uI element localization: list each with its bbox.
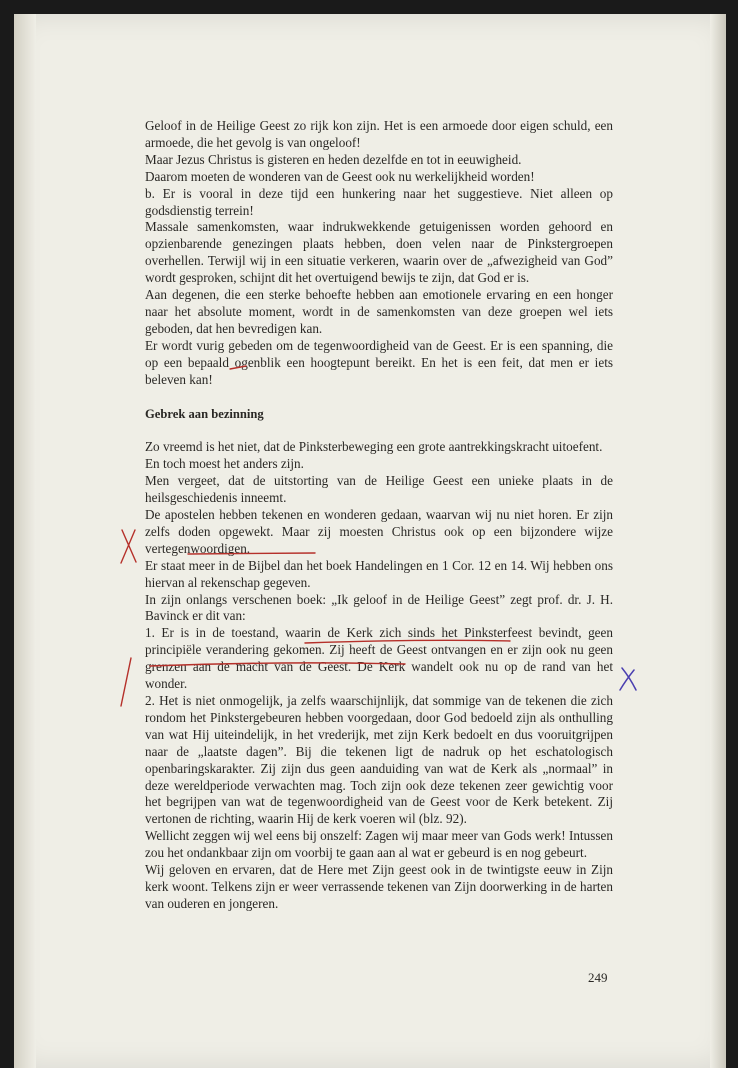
paragraph: In zijn onlangs verschenen boek: „Ik geloof in de Heilige Geest” zegt prof. dr. J. H. Bavinck er dit van: [145, 591, 613, 624]
paragraph: Wellicht zeggen wij wel eens bij onszelf: Zagen wij maar meer van Gods werk! Intussen zou het ondankbaar zijn om voorbij te gaan aan al wat er gebeurd is en nog gebeurt. [145, 828, 613, 861]
page-edge-shadow [710, 14, 726, 1068]
section-heading: Gebrek aan bezinning [145, 406, 264, 421]
paragraph: Geloof in de Heilige Geest zo rijk kon zijn. Het is een armoede door eigen schuld, een armoede, die het gevolg is van ongeloof! [145, 118, 613, 150]
paragraph: Er staat meer in de Bijbel dan het boek Handelingen en 1 Cor. 12 en 14. Wij hebben ons hiervan al rekenschap gegeven. [145, 557, 613, 590]
paragraph: Zo vreemd is het niet, dat de Pinksterbeweging een grote aantrekkingskracht uitoefent. [145, 439, 603, 455]
paragraph: Wij geloven en ervaren, dat de Here met Zijn geest ook in de twintigste eeuw in Zijn kerk woont. Telkens zijn er weer verrassende tekenen van Zijn doorwerking in de harten van ouderen en jongeren. [145, 862, 613, 911]
paragraph: Aan degenen, die een sterke behoefte hebben aan emotionele ervaring en een honger naar het absolute moment, wordt in de samenkomsten van deze groepen wel iets geboden, dat hen bevredigen kan. [145, 287, 613, 336]
paragraph: En toch moest het anders zijn. [145, 456, 304, 472]
paragraph: De apostelen hebben tekenen en wonderen gedaan, waarvan wij nu niet horen. Er zijn zelfs doden opgewekt. Maar zij moesten Christus ook op een bijzondere wijze vertegenwoordigen. [145, 507, 613, 556]
paragraph: b. Er is vooral in deze tijd een hunkering naar het suggestieve. Niet alleen op godsdienstig terrein! [145, 185, 613, 218]
paragraph: Daarom moeten de wonderen van de Geest ook nu werkelijkheid worden! [145, 168, 535, 184]
paragraph: Maar Jezus Christus is gisteren en heden dezelfde en tot in eeuwigheid. [145, 151, 522, 167]
paragraph: Massale samenkomsten, waar indrukwekkende getuigenissen worden gehoord en opzienbarende genezingen plaats hebben, doen velen naar de Pinkstergroepen overhellen. Terwijl wij in een situatie verkeren, waarin over de „afwezigheid van God” wordt gesproken, schijnt dit het overtuigend bewijs te zijn, dat God er is. [145, 219, 613, 286]
paragraph: Men vergeet, dat de uitstorting van de Heilige Geest een unieke plaats in de heilsgeschiedenis inneemt. [145, 473, 613, 506]
body-text [145, 118, 613, 913]
page-binding-shadow [14, 14, 36, 1068]
page-number: 249 [588, 970, 608, 985]
paragraph: 2. Het is niet onmogelijk, ja zelfs waarschijnlijk, dat sommige van de tekenen die zich rondom het Pinkstergebeuren hebben voorgedaan, door God bedoeld zijn als onthulling van wat Hij uiteindelijk, in het vrederijk, met zijn Kerk bedoelt en dus vooruitgrijpen naar de „laatste dagen”. Bij die tekenen ligt de nadruk op het eschatologisch openbaringskarakter. Zij zijn dus geen aanduiding van wat de Kerk als „normaal” in deze wereldperiode verwachten mag. Toch zijn ook deze tekenen zeer gewichtig voor het begrijpen van wat de tegenwoordigheid van de Geest voor de Kerk betekent. Zij vertonen de richting, waarin Hij de kerk voeren wil (blz. 92). [145, 693, 613, 827]
paragraph: Er wordt vurig gebeden om de tegenwoordigheid van de Geest. Er is een spanning, die op een bepaald ogenblik een hoogtepunt bereikt. En het is een feit, dat men er iets beleven kan! [145, 337, 613, 387]
paragraph: 1. Er is in de toestand, waarin de Kerk zich sinds het Pinksterfeest bevindt, geen principiële verandering gekomen. Zij heeft de Geest ontvangen en er zijn ook nu geen grenzen aan de macht van de Geest. De Kerk wandelt ook nu op de rand van het wonder. [145, 625, 613, 692]
